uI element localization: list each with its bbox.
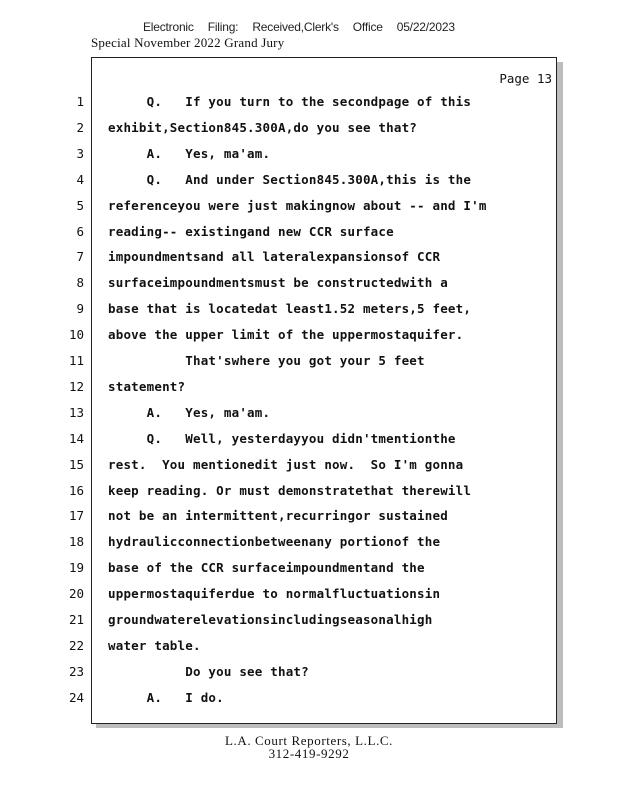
line-text: impoundmentsand all lateralexpansionsof CCR [108, 249, 441, 265]
line-number: 18 [68, 534, 84, 550]
line-number: 13 [68, 404, 84, 420]
line-number: 8 [76, 275, 84, 291]
line-number: 5 [76, 197, 84, 213]
line-text: rest. You mentionedit just now. So I'm gonna [108, 456, 464, 472]
footer [0, 734, 618, 760]
line-text: base of the CCR surfaceimpoundmentand the [108, 560, 425, 576]
line-text: hydraulicconnectionbetweenany portionof the [108, 534, 441, 550]
line-number: 1 [76, 94, 84, 109]
line-text: That'swhere you got your 5 feet [108, 353, 425, 368]
line-number: 9 [76, 301, 84, 317]
line-number: 7 [76, 249, 84, 265]
line-number: 24 [68, 689, 84, 705]
stamp-electronic: Electronic [143, 20, 194, 34]
line-number: 19 [68, 560, 84, 576]
line-text: Q. If you turn to the secondpage of this [108, 94, 472, 109]
line-text: groundwaterelevationsincludingseasonalhigh [108, 612, 433, 627]
transcript-line [0, 301, 618, 321]
transcript-line [0, 457, 618, 477]
line-text: A. Yes, ma'am. [108, 404, 271, 420]
transcript-line [0, 508, 618, 528]
transcript-line [0, 690, 618, 710]
line-number: 10 [68, 327, 84, 343]
transcript-line [0, 405, 618, 425]
transcript-line [0, 120, 618, 140]
filing-stamp [143, 20, 469, 34]
line-text: Q. Well, yesterdayyou didn'tmentionthe [108, 430, 456, 446]
transcript-line [0, 172, 618, 192]
stamp-filing: Filing: [207, 20, 239, 34]
line-text: above the upper limit of the uppermostaquifer. [108, 327, 464, 343]
transcript-line [0, 534, 618, 554]
line-text: surfaceimpoundmentsmust be constructedwith a [108, 275, 448, 291]
line-text: keep reading. Or must demonstratethat therewill [108, 482, 472, 498]
line-text: not be an intermittent,recurringor sustained [108, 508, 448, 524]
line-number: 2 [76, 119, 84, 135]
line-number: 15 [68, 456, 84, 472]
page-number: Page 13 [499, 71, 552, 86]
line-number: 23 [68, 663, 84, 679]
line-text: referenceyou were just makingnow about -- and I'm [108, 197, 487, 213]
line-number: 21 [68, 612, 84, 627]
transcript-line [0, 664, 618, 684]
transcript-line [0, 275, 618, 295]
transcript-line [0, 560, 618, 580]
transcript-line [0, 146, 618, 166]
line-text: uppermostaquiferdue to normalfluctuationsin [108, 586, 441, 602]
transcript-line [0, 224, 618, 244]
line-number: 22 [68, 637, 84, 653]
line-number: 12 [68, 378, 84, 394]
line-number: 4 [76, 171, 84, 187]
line-text: statement? [108, 378, 186, 394]
transcript-line [0, 379, 618, 399]
transcript-line [0, 586, 618, 606]
line-number: 20 [68, 586, 84, 602]
reporter-phone: 312-419-9292 [268, 746, 350, 761]
stamp-received: Received,Clerk's [252, 20, 339, 34]
line-text: water table. [108, 637, 201, 653]
line-number: 14 [68, 430, 84, 446]
line-number: 3 [76, 145, 84, 161]
line-text: A. I do. [108, 689, 224, 705]
transcript-line [0, 612, 618, 632]
transcript-line [0, 94, 618, 114]
transcript-line [0, 638, 618, 658]
line-text: exhibit,Section845.300A,do you see that? [108, 119, 418, 135]
transcript-line [0, 249, 618, 269]
reporter-company: L.A. Court Reporters, L.L.C. [224, 733, 394, 748]
line-text: reading-- existingand new CCR surface [108, 223, 394, 239]
transcript-line [0, 327, 618, 347]
line-number: 6 [76, 223, 84, 239]
line-number: 11 [68, 353, 84, 368]
line-number: 16 [68, 482, 84, 498]
transcript-line [0, 198, 618, 218]
line-number: 17 [68, 508, 84, 524]
line-text: Do you see that? [108, 663, 309, 679]
transcript-line [0, 431, 618, 451]
stamp-office: Office [352, 20, 383, 34]
stamp-date: 05/22/2023 [396, 20, 455, 34]
line-text: A. Yes, ma'am. [108, 145, 271, 161]
transcript-line [0, 353, 618, 373]
transcript-line [0, 483, 618, 503]
line-text: Q. And under Section845.300A,this is the [108, 171, 472, 187]
document-title: Special November 2022 Grand Jury [91, 35, 285, 50]
line-text: base that is locatedat least1.52 meters,5 feet, [108, 301, 472, 317]
